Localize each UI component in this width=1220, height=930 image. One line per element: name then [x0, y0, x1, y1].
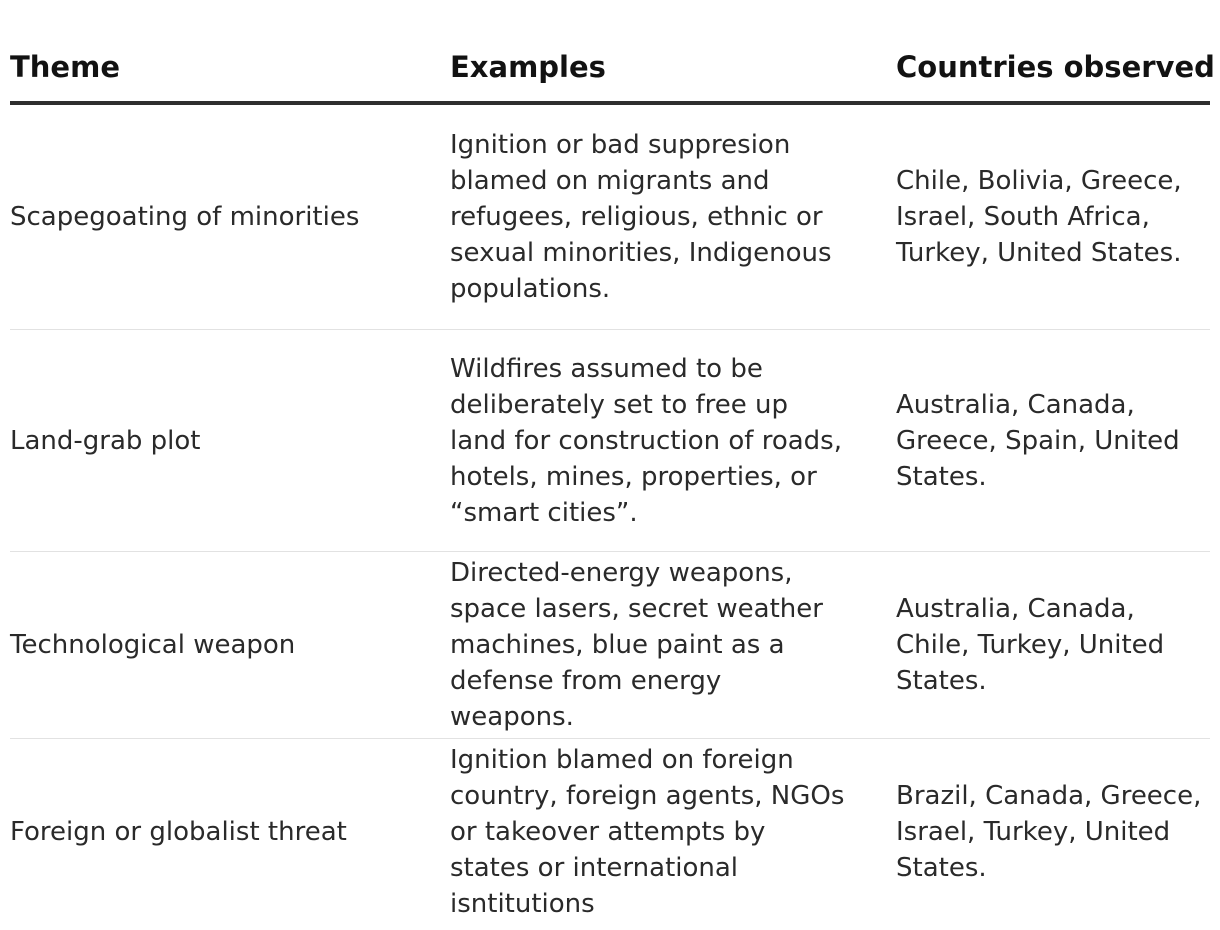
- table-row: [10, 739, 1210, 925]
- row-examples: Wildfires assumed to be deliberately set to free up land for construction of roads, hotels, mines, properties, or “smart cities”.: [450, 353, 842, 528]
- row-theme: Land-grab plot: [10, 425, 201, 456]
- row-theme: Scapegoating of minorities: [10, 202, 360, 232]
- header-countries: Countries observed: [896, 50, 1215, 84]
- table-row: [10, 105, 1210, 330]
- table-header-row: [10, 0, 1215, 105]
- row-examples: Ignition or bad suppresion blamed on migrants and refugees, religious, ethnic or sexual minorities, Indigenous populations.: [450, 130, 832, 304]
- conspiracy-themes-table: [10, 0, 1215, 925]
- row-examples: Directed-energy weapons, space lasers, secret weather machines, blue paint as a defense from energy weapons.: [450, 558, 823, 732]
- row-theme: Technological weapon: [10, 630, 296, 660]
- table-row: [10, 330, 1210, 552]
- row-examples: Ignition blamed on foreign country, foreign agents, NGOs or takeover attempts by states or international isntitutions: [450, 745, 845, 919]
- header-theme: Theme: [10, 50, 120, 84]
- row-countries: Chile, Bolivia, Greece, Israel, South Africa, Turkey, United States.: [896, 166, 1182, 268]
- row-countries: Australia, Canada, Greece, Spain, United States.: [896, 389, 1180, 492]
- row-countries: Brazil, Canada, Greece, Israel, Turkey, United States.: [896, 781, 1202, 883]
- table-row: [10, 552, 1210, 739]
- row-countries: Australia, Canada, Chile, Turkey, United States.: [896, 594, 1165, 696]
- header-examples: Examples: [450, 50, 606, 84]
- row-theme: Foreign or globalist threat: [10, 817, 347, 847]
